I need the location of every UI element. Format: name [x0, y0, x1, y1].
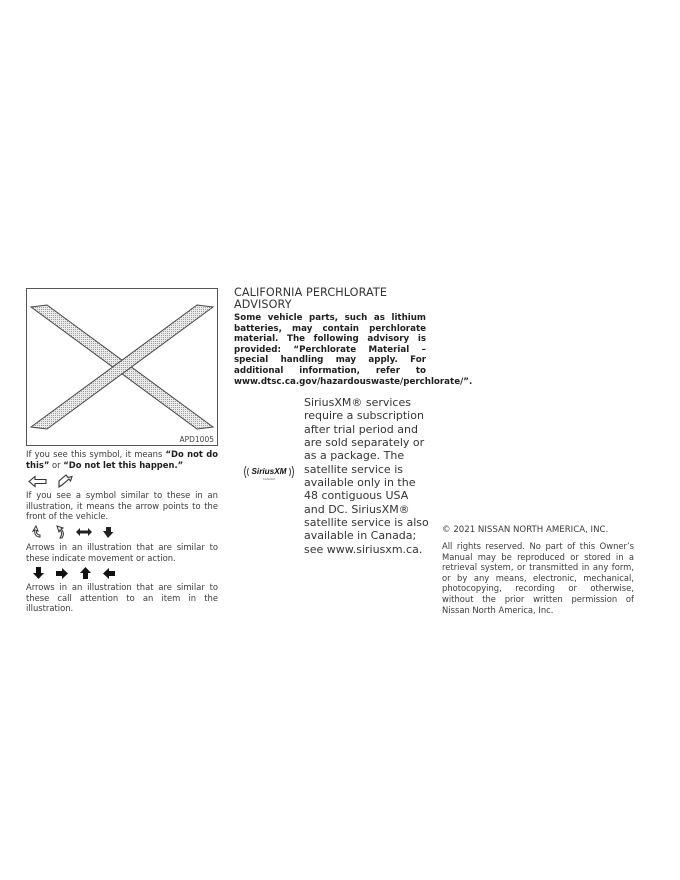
copyright-line: © 2021 NISSAN NORTH AMERICA, INC. — [442, 525, 609, 535]
figure-code: APD1005 — [179, 435, 214, 444]
arrow-front-paragraph: If you see a symbol similar to these in an illustration, it means the arrow points to the front of the vehicle. — [26, 490, 218, 522]
curved-arrow-left-icon — [31, 525, 45, 539]
cross-x-icon — [27, 289, 217, 445]
down-arrow-icon — [102, 526, 114, 539]
siriusxm-logo — [241, 460, 297, 484]
rights-paragraph: All rights reserved. No part of this Owner’s Manual may be reproduced or stored in a retrieval system, or transmitted in any form, or by any means, electronic, mechanical, photocopying, recording or otherwise, without the prior written permission of Nissan North America, Inc. — [442, 541, 634, 615]
siriusxm-line: after trial period and — [304, 422, 418, 436]
siriusxm-line: satellite service is — [304, 462, 403, 476]
movement-paragraph: Arrows in an illustration that are similar to these indicate movement or action. — [26, 542, 218, 563]
siriusxm-line: available only in the — [304, 476, 416, 490]
curved-arrow-up-icon — [54, 525, 66, 539]
do-not-paragraph — [26, 449, 218, 470]
siriusxm-line: are sold separately or — [304, 436, 425, 450]
siriusxm-logo-tagline: CANADA — [262, 477, 276, 481]
siriusxm-line: as a package. The — [304, 449, 405, 463]
front-arrow-icons — [28, 474, 82, 488]
movement-arrow-icons — [31, 525, 123, 539]
do-not-symbol-figure — [26, 288, 218, 446]
siriusxm-line: and DC. SiriusXM® — [304, 502, 410, 516]
heading-line-2: ADVISORY — [234, 298, 292, 312]
siriusxm-signal-icon — [241, 460, 297, 484]
attention-arrow-icons — [33, 567, 124, 579]
siriusxm-line: SiriusXM® services — [304, 396, 411, 409]
front-arrow-icon — [28, 475, 48, 488]
do-not-bold-2: “Do not let this happen.” — [63, 459, 184, 470]
heading-line-1: CALIFORNIA PERCHLORATE — [234, 286, 387, 299]
filled-arrow-up-icon — [80, 567, 91, 579]
filled-arrow-left-icon — [103, 568, 115, 579]
siriusxm-line: 48 contiguous USA — [304, 489, 409, 503]
filled-arrow-down-icon — [33, 567, 44, 579]
siriusxm-line: satellite service is also — [304, 516, 429, 530]
siriusxm-line: see www.siriusxm.ca. — [304, 542, 423, 556]
advisory-text: Some vehicle parts, such as lithium batteries, may contain perchlorate material. The following advisory is provided: “Perchlorate Material – special handling may apply. For additional information, refer to www.dtsc.ca.gov/hazardouswaste/perchlorate/”. — [234, 313, 473, 387]
front-arrow-tilted-icon — [57, 474, 73, 488]
double-arrow-icon — [75, 527, 93, 537]
filled-arrow-right-icon — [56, 568, 68, 579]
siriusxm-line: available in Canada; — [304, 529, 417, 543]
siriusxm-paragraph — [304, 396, 429, 556]
do-not-bold-1: “Do not do this” — [26, 449, 218, 470]
section-heading — [234, 287, 434, 312]
siriusxm-line: require a subscription — [304, 409, 424, 423]
attention-paragraph: Arrows in an illustration that are similar to these call attention to an item in the illustration. — [26, 582, 218, 614]
siriusxm-logo-text: SiriusXM — [251, 467, 287, 476]
do-not-intro: If you see this symbol, it means — [26, 449, 166, 459]
do-not-or: or — [49, 459, 64, 470]
